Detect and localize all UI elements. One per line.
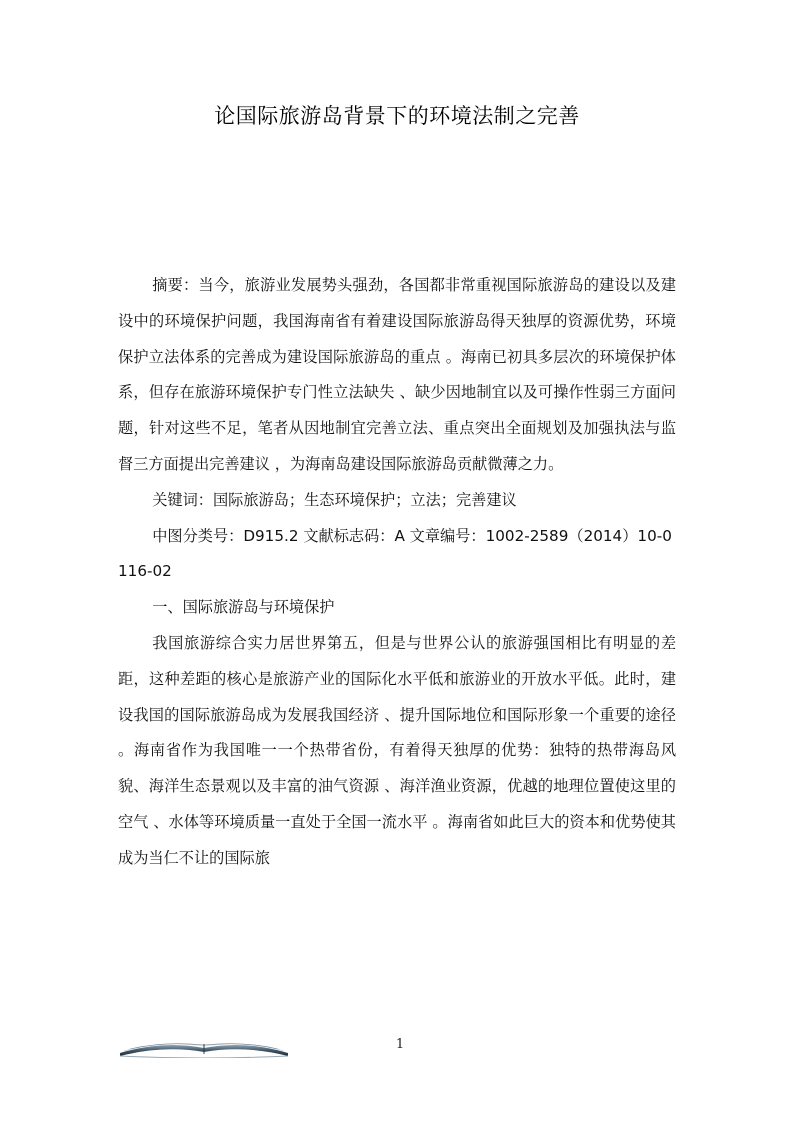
page-number: 1: [395, 1037, 405, 1052]
document-body: [118, 268, 676, 877]
body-paragraph: 我国旅游综合实力居世界第五，但是与世界公认的旅游强国相比有明显的差距，这种差距的核心是旅游产业的国际化水平低和旅游业的开放水平低。此时，建设我国的国际旅游岛成为发展我国经济 、提升国际地位和国际形象一个重要的途径 。海南省作为我国唯一一个热带省份，有着得天独厚的优势：独特的热带海岛风貌、海洋生态景观以及丰富的油气资源 、海洋渔业资源，优越的地理位置使这里的空气 、水体等环境质量一直处于全国一流水平 。海南省如此巨大的资本和优势使其成为当仁不让的国际旅: [118, 633, 676, 867]
classification-paragraph: 中图分类号：D915.2 文献标志码：A 文章编号：1002-2589（2014）10-0116-02: [118, 526, 672, 581]
abstract-paragraph: 摘要：当今，旅游业发展势头强劲，各国都非常重视国际旅游岛的建设以及建设中的环境保护问题，我国海南省有着建设国际旅游岛得天独厚的资源优势，环境保护立法体系的完善成为建设国际旅游岛的重点 。海南已初具多层次的环境保护体系，但存在旅游环境保护专门性立法缺失 、缺少因地制宜以及可操作性弱三方面问题，针对这些不足，笔者从因地制宜完善立法、重点突出全面规划及加强执法与监督三方面提出完善建议 ，为海南岛建设国际旅游岛贡献微薄之力。: [118, 276, 676, 473]
document-title: 论国际旅游岛背景下的环境法制之完善: [214, 104, 580, 128]
section-heading: 一、国际旅游岛与环境保护: [152, 598, 335, 617]
keywords-paragraph: 关键词：国际旅游岛；生态环境保护；立法；完善建议: [152, 490, 517, 509]
open-book-logo-icon: [118, 1036, 290, 1058]
